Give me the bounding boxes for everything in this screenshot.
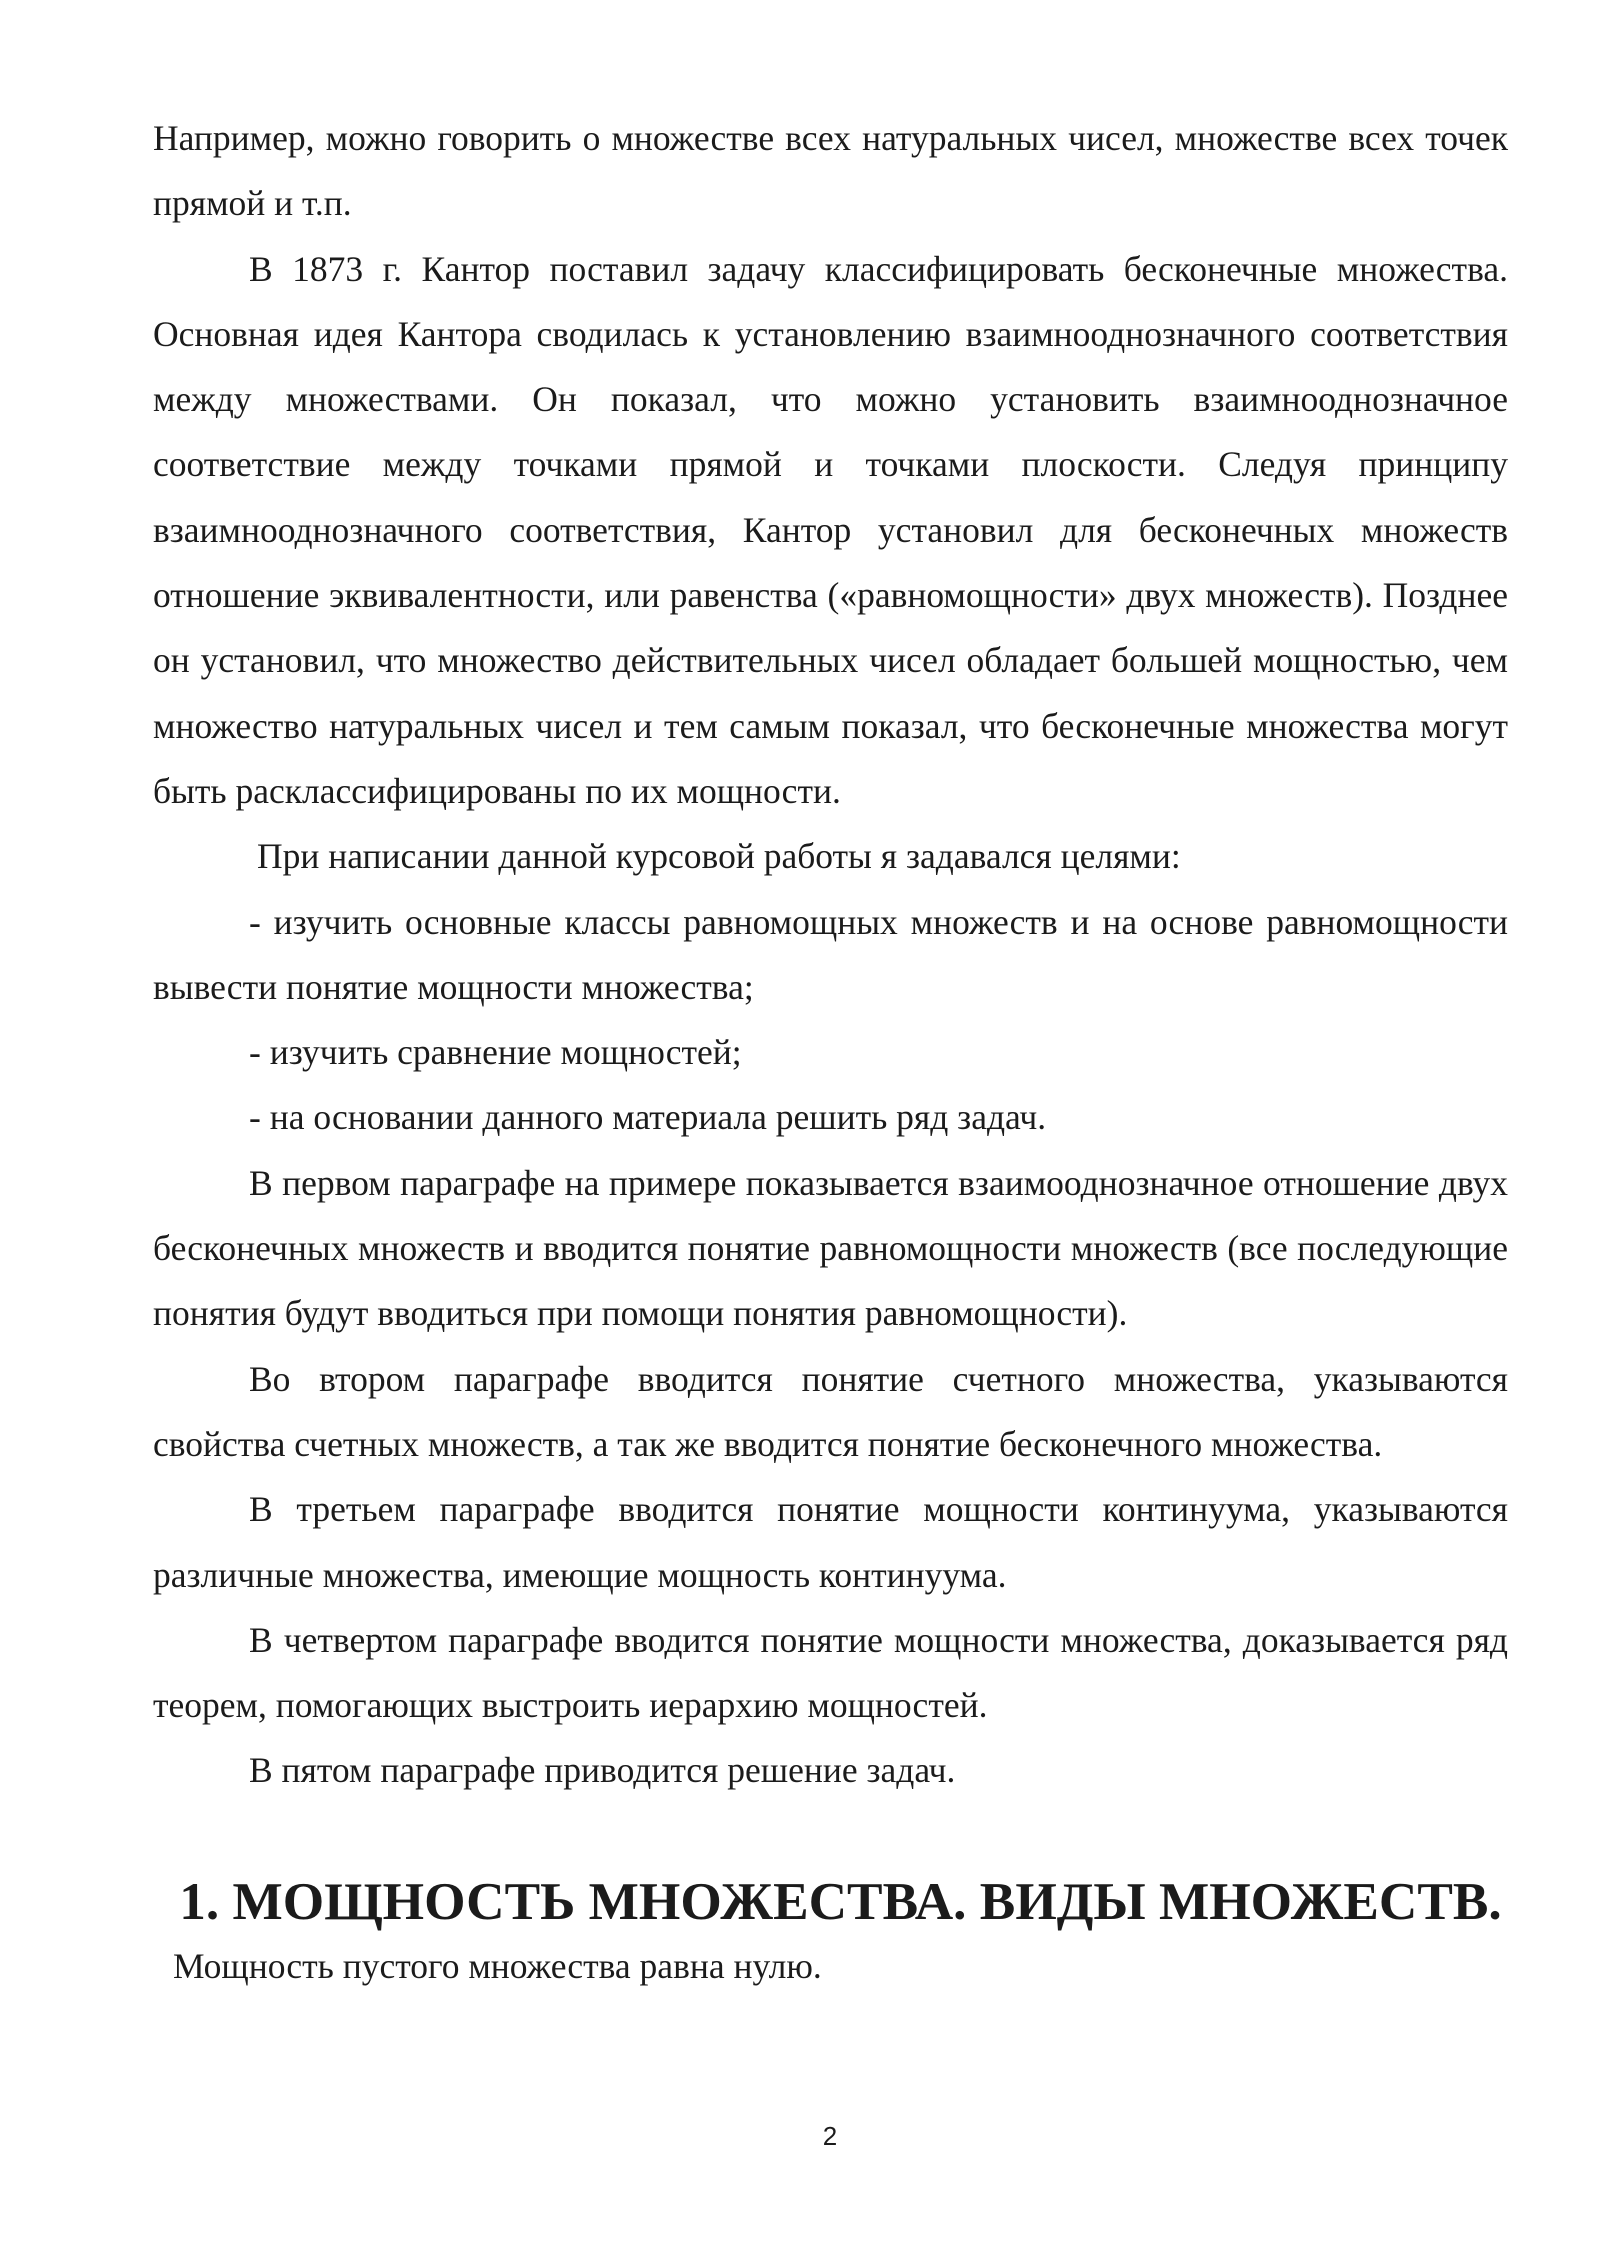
- page-number: 2: [822, 2121, 838, 2151]
- list-item-goal-2: - изучить сравнение мощностей;: [249, 1032, 742, 1073]
- paragraph-cantor: В 1873 г. Кантор поставил задачу классифицировать бесконечные множества. Основная идея Кантора сводилась к установлению взаимнооднозначного соответствия между множествами. Он показал, что можно установить взаимнооднозначное соответствие между точками прямой и точками плоскости. Следуя принципу взаимнооднозначного соответствия, Кантор установил для бесконечных множеств отношение эквивалентности, или равенства («равномощности» двух множеств). Позднее он установил, что множество действительных чисел обладает большей мощностью, чем множество натуральных чисел и тем самым показал, что бесконечные множества могут быть расклассифицированы по их мощности.: [153, 248, 1508, 811]
- paragraph-section-1-summary: В первом параграфе на примере показывается взаимооднозначное отношение двух бесконечных множеств и вводится понятие равномощности множеств (все последующие понятия будут вводиться при помощи понятия равномощности).: [153, 1162, 1508, 1334]
- paragraph-goals-intro: При написании данной курсовой работы я задавался целями:: [257, 836, 1181, 877]
- paragraph-section-5-summary: В пятом параграфе приводится решение задач.: [249, 1750, 956, 1791]
- paragraph-section-2-summary: Во втором параграфе вводится понятие счетного множества, указываются свойства счетных множеств, а так же вводится понятие бесконечного множества.: [153, 1358, 1508, 1464]
- section-heading: 1. МОЩНОСТЬ МНОЖЕСТВА. ВИДЫ МНОЖЕСТВ.: [179, 1871, 1502, 1931]
- paragraph-intro: Например, можно говорить о множестве всех натуральных чисел, множестве всех точек прямой и т.п.: [153, 118, 1508, 224]
- paragraph-section-4-summary: В четвертом параграфе вводится понятие мощности множества, доказывается ряд теорем, помогающих выстроить иерархию мощностей.: [153, 1619, 1508, 1726]
- document-body: [153, 106, 1508, 1999]
- paragraph-section-3-summary: В третьем параграфе вводится понятие мощности континуума, указываются различные множества, имеющие мощность континуума.: [153, 1489, 1508, 1595]
- list-item-goal-3: - на основании данного материала решить ряд задач.: [249, 1097, 1047, 1138]
- section-spacer: [153, 1804, 1508, 1869]
- section-first-line: Мощность пустого множества равна нулю.: [173, 1946, 822, 1987]
- list-item-goal-1: - изучить основные классы равномощных множеств и на основе равномощности вывести понятие мощности множества;: [153, 901, 1508, 1007]
